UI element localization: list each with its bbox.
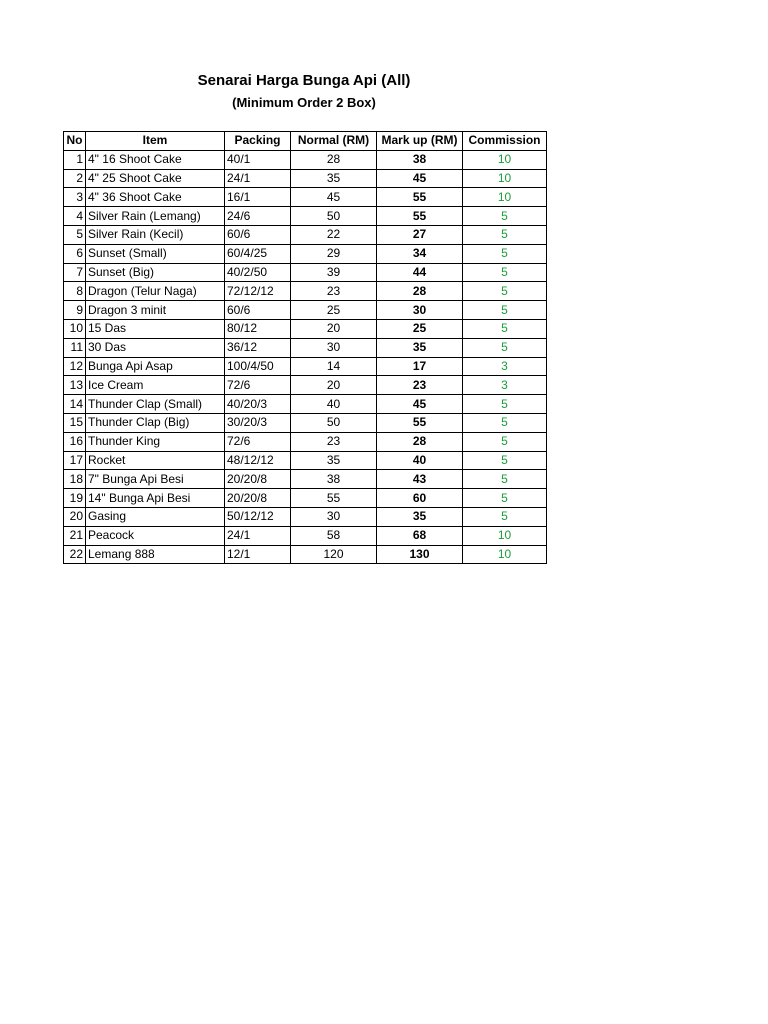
cell-packing: 48/12/12 <box>225 451 291 470</box>
table-row <box>64 376 547 395</box>
cell-no: 17 <box>64 451 86 470</box>
cell-commission: 5 <box>463 489 547 508</box>
table-row <box>64 169 547 188</box>
cell-item: Thunder Clap (Small) <box>86 395 225 414</box>
table-row <box>64 357 547 376</box>
document-subtitle: (Minimum Order 2 Box) <box>232 95 376 110</box>
cell-commission: 5 <box>463 413 547 432</box>
cell-item: Dragon 3 minit <box>86 301 225 320</box>
cell-commission: 10 <box>463 169 547 188</box>
cell-packing: 24/6 <box>225 207 291 226</box>
cell-no: 15 <box>64 413 86 432</box>
cell-packing: 24/1 <box>225 526 291 545</box>
cell-normal: 23 <box>291 432 377 451</box>
table-row <box>64 263 547 282</box>
cell-item: Sunset (Big) <box>86 263 225 282</box>
cell-no: 6 <box>64 244 86 263</box>
cell-normal: 58 <box>291 526 377 545</box>
cell-no: 7 <box>64 263 86 282</box>
cell-no: 10 <box>64 319 86 338</box>
cell-commission: 5 <box>463 451 547 470</box>
cell-commission: 10 <box>463 526 547 545</box>
price-table <box>63 131 547 564</box>
cell-no: 3 <box>64 188 86 207</box>
table-row <box>64 319 547 338</box>
cell-item: 4" 36 Shoot Cake <box>86 188 225 207</box>
table-row <box>64 225 547 244</box>
cell-normal: 23 <box>291 282 377 301</box>
cell-no: 22 <box>64 545 86 564</box>
cell-item: Thunder King <box>86 432 225 451</box>
cell-packing: 24/1 <box>225 169 291 188</box>
table-row <box>64 489 547 508</box>
cell-item: Silver Rain (Kecil) <box>86 225 225 244</box>
cell-no: 19 <box>64 489 86 508</box>
cell-no: 21 <box>64 526 86 545</box>
cell-commission: 5 <box>463 338 547 357</box>
cell-markup: 25 <box>377 319 463 338</box>
header-no: No <box>64 132 86 151</box>
cell-commission: 3 <box>463 357 547 376</box>
cell-markup: 44 <box>377 263 463 282</box>
table-row <box>64 451 547 470</box>
cell-normal: 30 <box>291 338 377 357</box>
cell-item: 7" Bunga Api Besi <box>86 470 225 489</box>
table-row <box>64 507 547 526</box>
cell-no: 14 <box>64 395 86 414</box>
cell-item: Rocket <box>86 451 225 470</box>
cell-item: Lemang 888 <box>86 545 225 564</box>
cell-item: Dragon (Telur Naga) <box>86 282 225 301</box>
cell-normal: 20 <box>291 376 377 395</box>
cell-commission: 5 <box>463 507 547 526</box>
cell-markup: 45 <box>377 169 463 188</box>
cell-item: 15 Das <box>86 319 225 338</box>
cell-normal: 20 <box>291 319 377 338</box>
cell-normal: 14 <box>291 357 377 376</box>
cell-normal: 120 <box>291 545 377 564</box>
cell-markup: 55 <box>377 188 463 207</box>
cell-packing: 40/2/50 <box>225 263 291 282</box>
cell-normal: 39 <box>291 263 377 282</box>
cell-commission: 5 <box>463 282 547 301</box>
table-row <box>64 526 547 545</box>
cell-no: 9 <box>64 301 86 320</box>
cell-commission: 5 <box>463 395 547 414</box>
table-row <box>64 282 547 301</box>
cell-normal: 22 <box>291 225 377 244</box>
cell-packing: 60/4/25 <box>225 244 291 263</box>
table-row <box>64 395 547 414</box>
cell-packing: 60/6 <box>225 301 291 320</box>
cell-markup: 30 <box>377 301 463 320</box>
cell-commission: 5 <box>463 470 547 489</box>
cell-commission: 10 <box>463 150 547 169</box>
cell-packing: 12/1 <box>225 545 291 564</box>
cell-item: 14" Bunga Api Besi <box>86 489 225 508</box>
cell-markup: 28 <box>377 432 463 451</box>
header-markup: Mark up (RM) <box>377 132 463 151</box>
table-row <box>64 545 547 564</box>
cell-markup: 17 <box>377 357 463 376</box>
cell-no: 18 <box>64 470 86 489</box>
cell-normal: 50 <box>291 207 377 226</box>
cell-item: Ice Cream <box>86 376 225 395</box>
cell-no: 5 <box>64 225 86 244</box>
cell-packing: 20/20/8 <box>225 470 291 489</box>
header-commission: Commission <box>463 132 547 151</box>
cell-no: 1 <box>64 150 86 169</box>
cell-no: 2 <box>64 169 86 188</box>
cell-commission: 5 <box>463 244 547 263</box>
cell-normal: 50 <box>291 413 377 432</box>
cell-packing: 60/6 <box>225 225 291 244</box>
table-row <box>64 432 547 451</box>
header-item: Item <box>86 132 225 151</box>
cell-commission: 5 <box>463 301 547 320</box>
table-row <box>64 207 547 226</box>
cell-normal: 38 <box>291 470 377 489</box>
cell-markup: 130 <box>377 545 463 564</box>
cell-packing: 30/20/3 <box>225 413 291 432</box>
cell-normal: 45 <box>291 188 377 207</box>
cell-no: 16 <box>64 432 86 451</box>
cell-packing: 20/20/8 <box>225 489 291 508</box>
cell-markup: 23 <box>377 376 463 395</box>
cell-markup: 40 <box>377 451 463 470</box>
cell-packing: 100/4/50 <box>225 357 291 376</box>
cell-packing: 40/20/3 <box>225 395 291 414</box>
cell-commission: 10 <box>463 545 547 564</box>
cell-item: 30 Das <box>86 338 225 357</box>
cell-item: Bunga Api Asap <box>86 357 225 376</box>
cell-packing: 40/1 <box>225 150 291 169</box>
cell-normal: 28 <box>291 150 377 169</box>
header-packing: Packing <box>225 132 291 151</box>
table-row <box>64 470 547 489</box>
cell-item: Sunset (Small) <box>86 244 225 263</box>
table-row <box>64 413 547 432</box>
table-row <box>64 150 547 169</box>
cell-markup: 35 <box>377 507 463 526</box>
table-row <box>64 188 547 207</box>
cell-markup: 38 <box>377 150 463 169</box>
cell-normal: 40 <box>291 395 377 414</box>
table-row <box>64 301 547 320</box>
cell-markup: 28 <box>377 282 463 301</box>
cell-markup: 55 <box>377 207 463 226</box>
cell-markup: 55 <box>377 413 463 432</box>
cell-item: 4" 25 Shoot Cake <box>86 169 225 188</box>
table-body <box>64 150 547 564</box>
cell-no: 8 <box>64 282 86 301</box>
cell-commission: 5 <box>463 432 547 451</box>
cell-no: 20 <box>64 507 86 526</box>
table-header-row <box>64 132 547 151</box>
table-row <box>64 338 547 357</box>
cell-packing: 72/6 <box>225 432 291 451</box>
cell-normal: 25 <box>291 301 377 320</box>
header-normal: Normal (RM) <box>291 132 377 151</box>
cell-normal: 35 <box>291 169 377 188</box>
cell-item: 4" 16 Shoot Cake <box>86 150 225 169</box>
cell-markup: 68 <box>377 526 463 545</box>
cell-normal: 29 <box>291 244 377 263</box>
cell-item: Silver Rain (Lemang) <box>86 207 225 226</box>
cell-commission: 5 <box>463 207 547 226</box>
cell-no: 13 <box>64 376 86 395</box>
cell-packing: 80/12 <box>225 319 291 338</box>
table-row <box>64 244 547 263</box>
cell-packing: 36/12 <box>225 338 291 357</box>
cell-packing: 16/1 <box>225 188 291 207</box>
cell-markup: 35 <box>377 338 463 357</box>
cell-normal: 55 <box>291 489 377 508</box>
cell-item: Peacock <box>86 526 225 545</box>
cell-no: 4 <box>64 207 86 226</box>
cell-packing: 50/12/12 <box>225 507 291 526</box>
cell-normal: 30 <box>291 507 377 526</box>
cell-no: 12 <box>64 357 86 376</box>
cell-markup: 34 <box>377 244 463 263</box>
document-title: Senarai Harga Bunga Api (All) <box>197 72 411 89</box>
cell-item: Thunder Clap (Big) <box>86 413 225 432</box>
cell-markup: 43 <box>377 470 463 489</box>
cell-normal: 35 <box>291 451 377 470</box>
cell-markup: 27 <box>377 225 463 244</box>
cell-item: Gasing <box>86 507 225 526</box>
cell-packing: 72/12/12 <box>225 282 291 301</box>
cell-commission: 5 <box>463 263 547 282</box>
cell-commission: 5 <box>463 225 547 244</box>
cell-packing: 72/6 <box>225 376 291 395</box>
cell-commission: 5 <box>463 319 547 338</box>
cell-markup: 60 <box>377 489 463 508</box>
cell-commission: 10 <box>463 188 547 207</box>
cell-no: 11 <box>64 338 86 357</box>
cell-markup: 45 <box>377 395 463 414</box>
cell-commission: 3 <box>463 376 547 395</box>
